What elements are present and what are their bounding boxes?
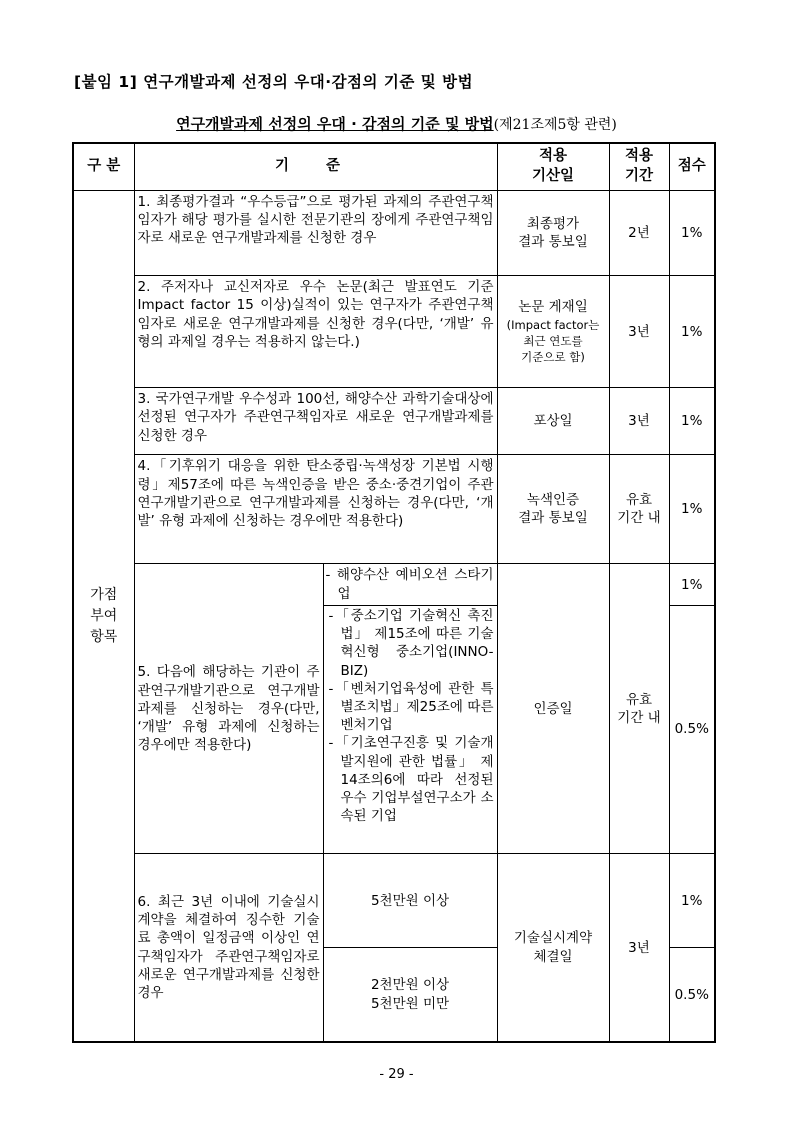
period-cell: 유효 기간 내: [609, 455, 669, 564]
start-date-note: (Impact factor는 최근 연도를 기준으로 함): [506, 317, 600, 364]
start-date-text: 논문 게재일: [518, 299, 588, 316]
table-row: [73, 564, 715, 605]
start-date-cell: [497, 276, 609, 388]
header-start-date: 적용 기산일: [497, 143, 609, 191]
table-title: [0, 113, 793, 134]
criteria-table: [72, 142, 716, 1043]
start-date-cell: 인증일: [497, 564, 609, 854]
score-cell: 1%: [669, 854, 715, 948]
table-title-reference: (제21조제5항 관련): [493, 117, 617, 133]
table-row: [73, 455, 715, 564]
criteria-cell: 5. 다음에 해당하는 기관이 주관연구개발기관으로 연구개발과제를 신청하는 경우(다만, ‘개발’ 유형 과제에 신청하는 경우에만 적용한다): [134, 564, 323, 854]
period-cell: 3년: [609, 388, 669, 455]
start-date-cell: 최종평가 결과 통보일: [497, 191, 609, 276]
start-date-cell: 녹색인증 결과 통보일: [497, 455, 609, 564]
period-cell: 3년: [609, 854, 669, 1042]
table-row: [73, 854, 715, 948]
period-cell: 3년: [609, 276, 669, 388]
criteria-cell: 4.「기후위기 대응을 위한 탄소중립·녹색성장 기본법 시행령」제57조에 따른 녹색인증을 받은 중소·중견기업이 주관연구개발기관으로 연구개발과제를 신청하는 경우(다만, ‘개발’ 유형 과제에 신청하는 경우에만 적용한다): [134, 455, 497, 564]
sub-criteria-item: -「중소기업 기술혁신 촉진법」 제15조에 따른 기술혁신형 중소기업(INNO-BIZ): [328, 607, 494, 679]
table-title-main: 연구개발과제 선정의 우대 · 감점의 기준 및 방법: [176, 115, 494, 133]
header-criteria: 기 준: [134, 143, 497, 191]
sub-criteria-cell: - 해양수산 예비오션 스타기업: [323, 564, 497, 605]
score-cell: 1%: [669, 388, 715, 455]
start-date-cell: 기술실시계약 체결일: [497, 854, 609, 1042]
page-number: - 29 -: [379, 1067, 414, 1082]
page-heading: [붙임 1] 연구개발과제 선정의 우대·감점의 기준 및 방법: [74, 73, 474, 91]
criteria-cell: 2. 주저자나 교신저자로 우수 논문(최근 발표연도 기준 Impact factor 15 이상)실적이 있는 연구자가 주관연구책임자로 새로운 연구개발과제를 신청한 경우(다만, ‘개발’ 유형의 과제일 경우는 적용하지 않는다.): [134, 276, 497, 388]
table-header-row: [73, 143, 715, 191]
header-period: 적용 기간: [609, 143, 669, 191]
score-cell: 0.5%: [669, 605, 715, 853]
period-cell: 2년: [609, 191, 669, 276]
sub-criteria-item: -「기초연구진흥 및 기술개발지원에 관한 법률」 제14조의6에 따라 선정된 우수 기업부설연구소가 소속된 기업: [328, 735, 494, 825]
header-category: 구 분: [73, 143, 134, 191]
sub-criteria-item: -「벤처기업육성에 관한 특별조치법」제25조에 따른 벤처기업: [328, 680, 494, 734]
category-bonus-items: 가점 부여 항목: [73, 191, 134, 1042]
score-cell: 0.5%: [669, 948, 715, 1042]
start-date-cell: 포상일: [497, 388, 609, 455]
criteria-cell: 3. 국가연구개발 우수성과 100선, 해양수산 과학기술대상에 선정된 연구자가 주관연구책임자로 새로운 연구개발과제를 신청한 경우: [134, 388, 497, 455]
amount-cell: 5천만원 이상: [323, 854, 497, 948]
score-cell: 1%: [669, 276, 715, 388]
table-row: [73, 191, 715, 276]
score-cell: 1%: [669, 455, 715, 564]
header-score: 점수: [669, 143, 715, 191]
table-row: [73, 276, 715, 388]
amount-cell: 2천만원 이상 5천만원 미만: [323, 948, 497, 1042]
period-cell: 유효 기간 내: [609, 564, 669, 854]
table-row: [73, 388, 715, 455]
sub-criteria-cell: [323, 605, 497, 853]
criteria-cell: 6. 최근 3년 이내에 기술실시계약을 체결하여 징수한 기술료 총액이 일정금액 이상인 연구책임자가 주관연구책임자로 새로운 연구개발과제를 신청한 경우: [134, 854, 323, 1042]
score-cell: 1%: [669, 191, 715, 276]
score-cell: 1%: [669, 564, 715, 605]
criteria-cell: 1. 최종평가결과 “우수등급”으로 평가된 과제의 주관연구책임자가 해당 평가를 실시한 전문기관의 장에게 주관연구책임자로 새로운 연구개발과제를 신청한 경우: [134, 191, 497, 276]
